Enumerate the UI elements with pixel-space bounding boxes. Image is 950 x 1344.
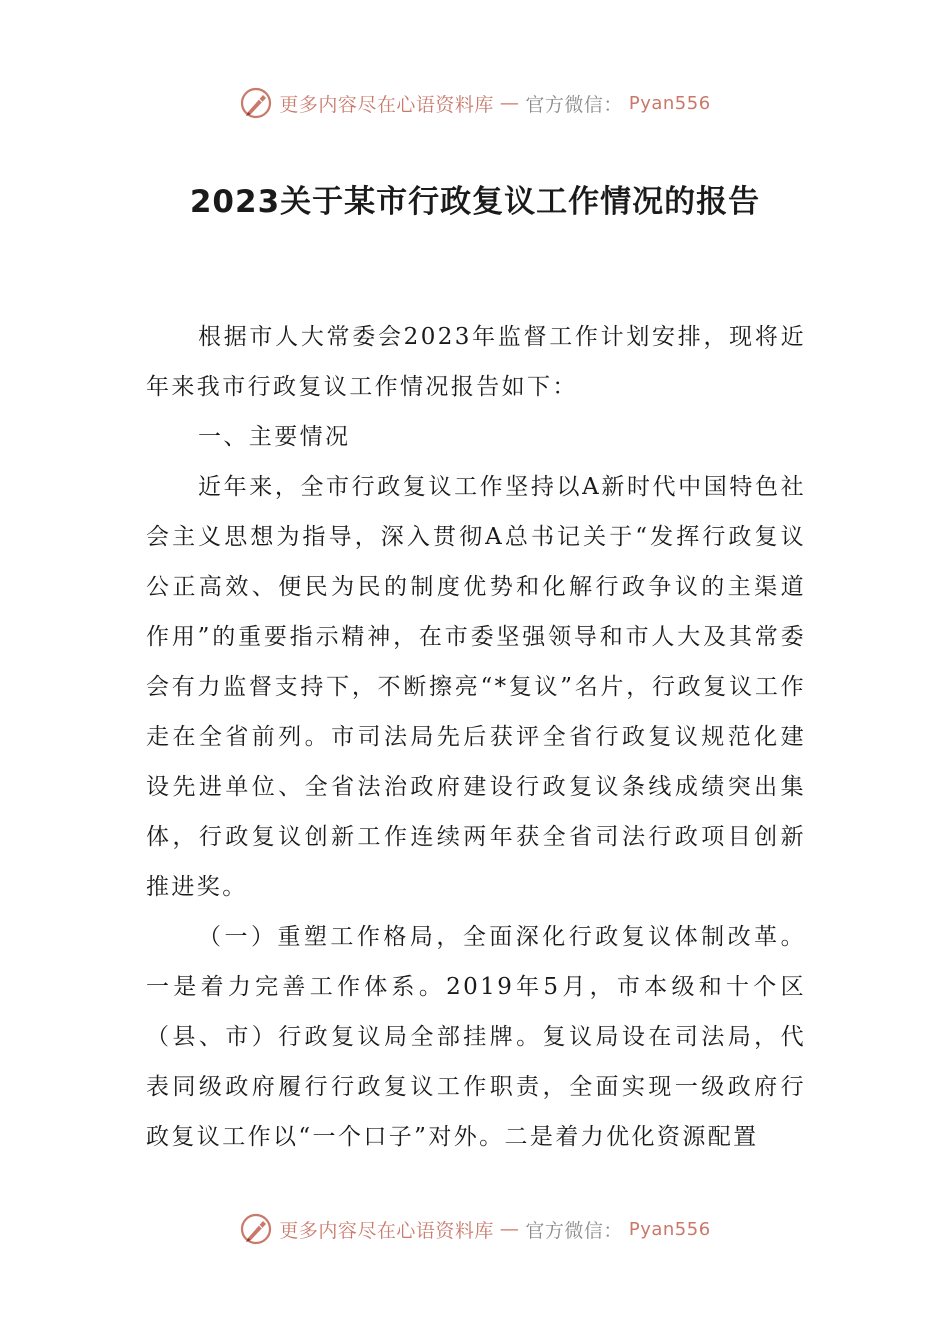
watermark-dash: —: [499, 92, 520, 114]
watermark-header: [0, 86, 950, 120]
document-title: 2023关于某市行政复议工作情况的报告: [189, 184, 761, 220]
watermark-brand: 更多内容尽在心语资料库: [279, 1219, 494, 1242]
intro-paragraph: 根据市人大常委会2023年监督工作计划安排，现将近年来我市行政复议工作情况报告如下：: [146, 324, 806, 400]
watermark-brand: 更多内容尽在心语资料库: [279, 93, 494, 116]
body-paragraph: 近年来，全市行政复议工作坚持以A新时代中国特色社会主义思想为指导，深入贯彻A总书记关于“发挥行政复议公正高效、便民为民的制度优势和化解行政争议的主渠道作用”的重要指示精神，在市委坚强领导和市人大及其常委会有力监督支持下，不断擦亮“*复议”名片，行政复议工作走在全省前列。市司法局先后获评全省行政复议规范化建设先进单位、全省法治政府建设行政复议条线成绩突出集体，行政复议创新工作连续两年获全省司法行政项目创新推进奖。: [146, 474, 806, 900]
subsection-paragraph: （一）重塑工作格局，全面深化行政复议体制改革。一是着力完善工作体系。2019年5月，市本级和十个区（县、市）行政复议局全部挂牌。复议局设在司法局，代表同级政府履行行政复议工作职责，全面实现一级政府行政复议工作以“一个口子”对外。二是着力优化资源配置: [146, 924, 806, 1150]
watermark-official-label: 官方微信：: [525, 1219, 623, 1242]
document-body: [146, 312, 806, 1162]
pen-logo-icon: [239, 1212, 273, 1246]
watermark-official-label: 官方微信：: [525, 93, 623, 116]
watermark-footer: [0, 1212, 950, 1246]
section-heading: 一、主要情况: [198, 424, 351, 450]
watermark-dash: —: [499, 1218, 520, 1240]
watermark-wechat-id: Pyan556: [628, 92, 711, 114]
pen-logo-icon: [239, 86, 273, 120]
watermark-wechat-id: Pyan556: [628, 1218, 711, 1240]
